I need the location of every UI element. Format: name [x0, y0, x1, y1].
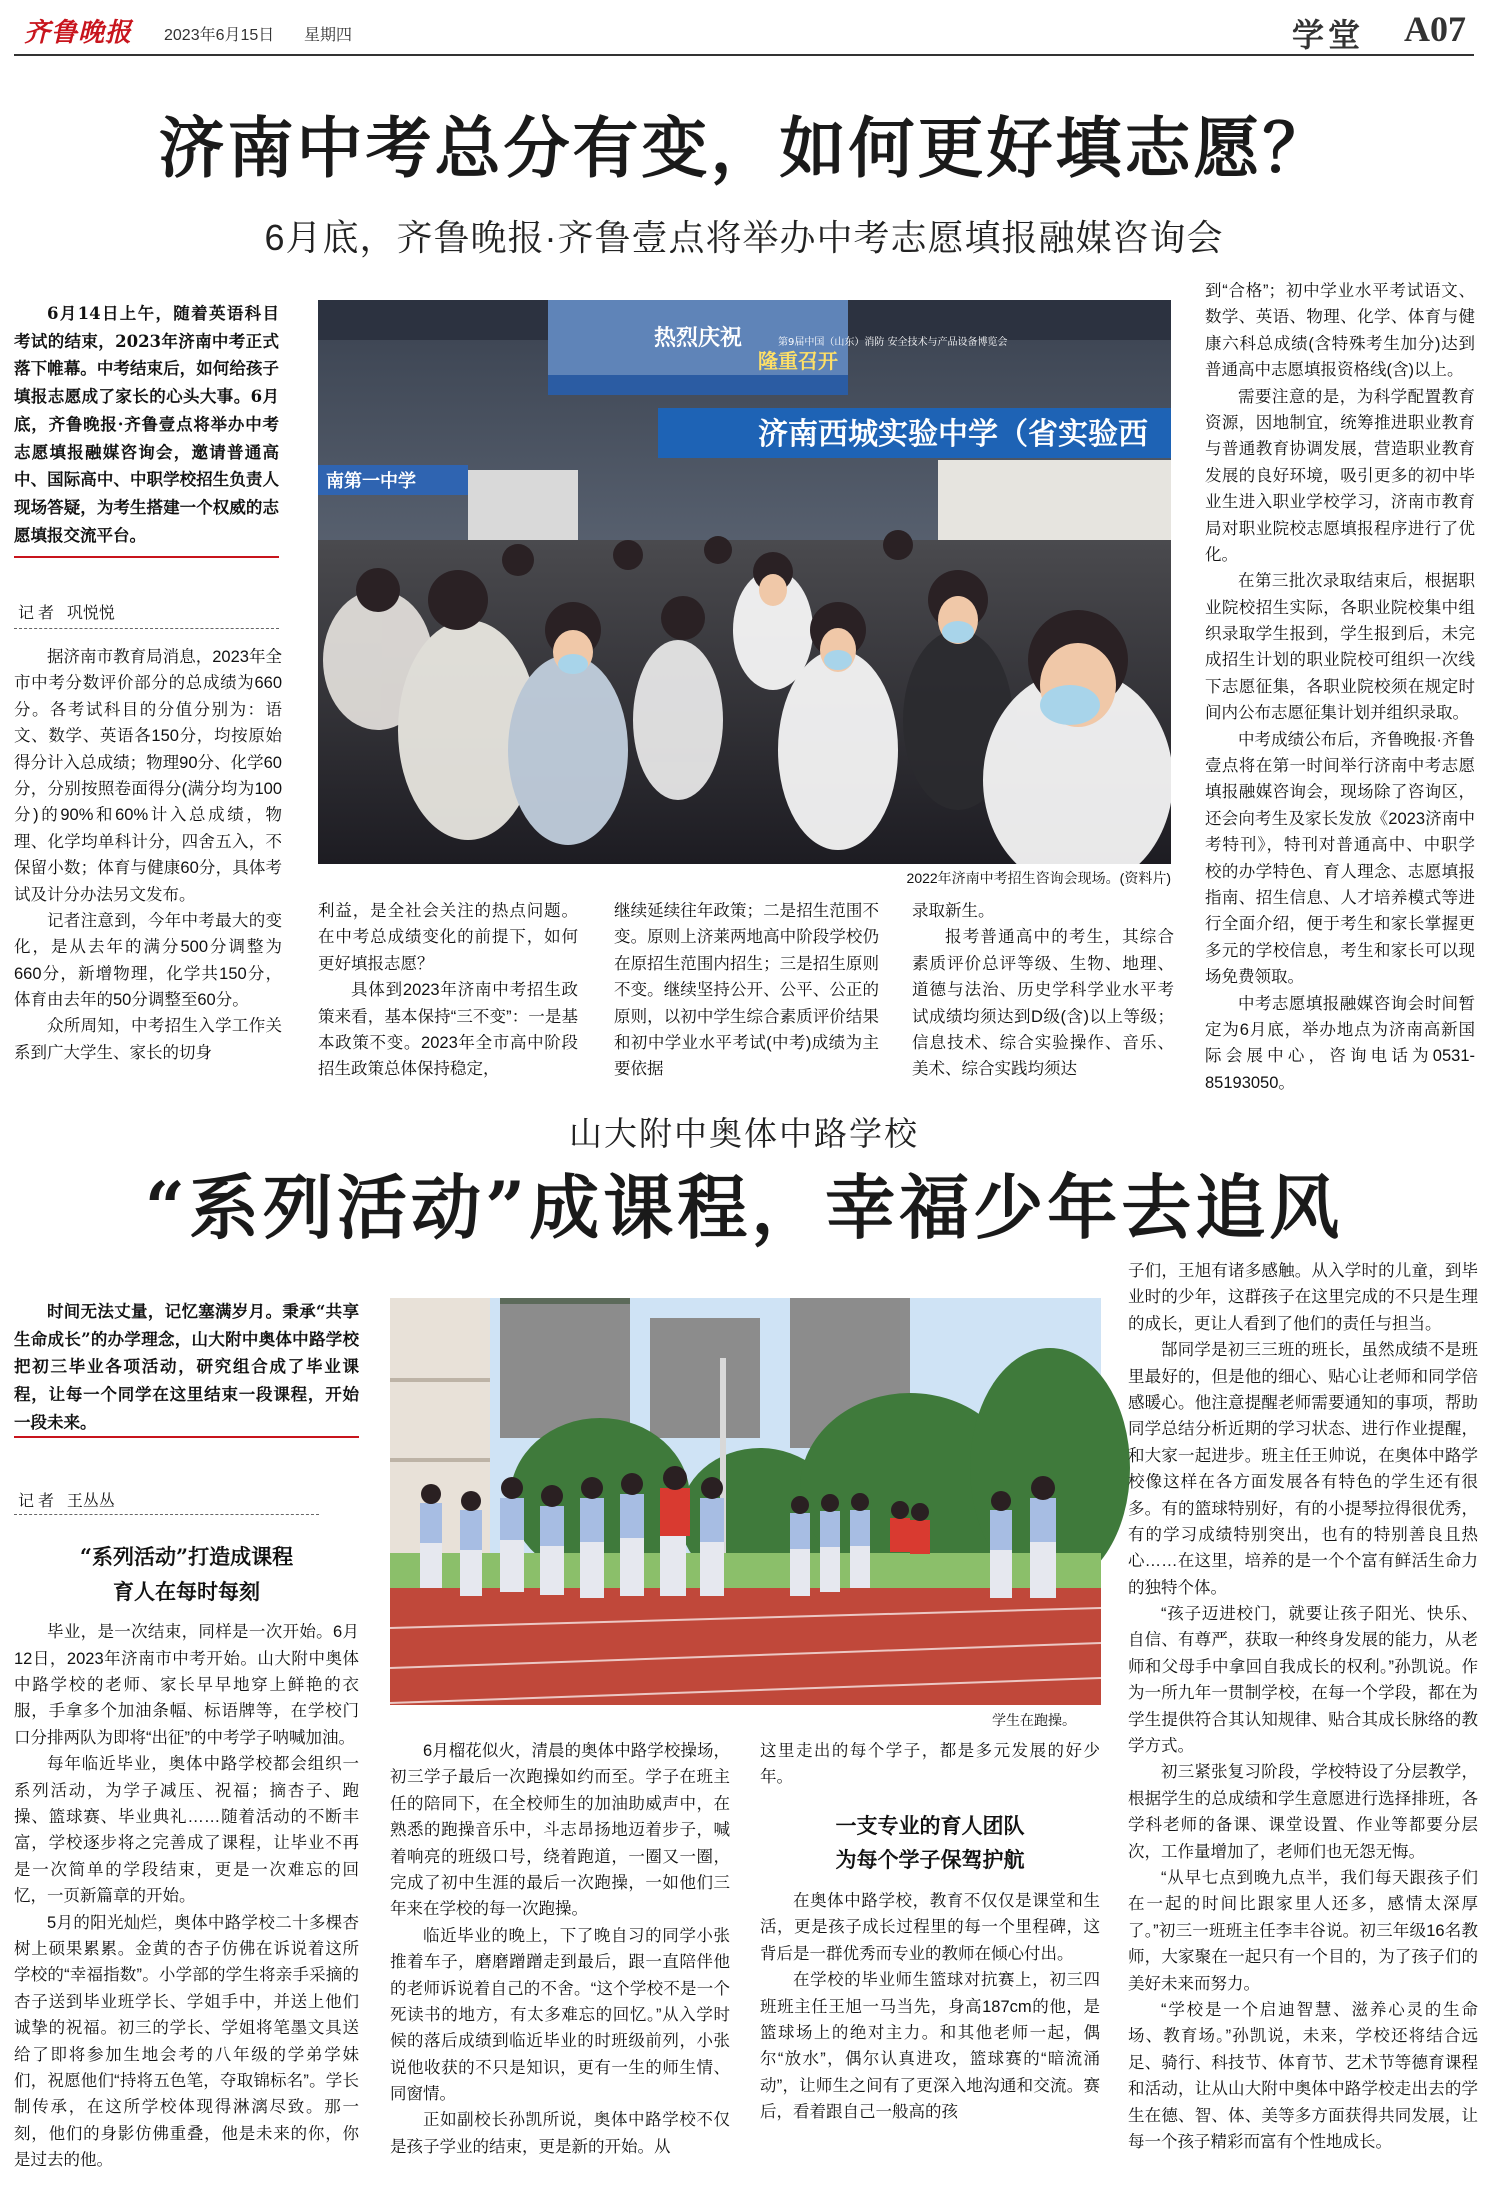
paragraph: 需要注意的是，为科学配置教育资源，因地制宜，统筹推进职业教育与普通教育协调发展，营造职业教育发展的良好环境，吸引更多的初中毕业生进入职业学校学习，济南市教育局对职业院校志愿填报程序进行了优化。: [1205, 387, 1475, 564]
paragraph: 临近毕业的晚上，下了晚自习的同学小张推着车子，磨磨蹭蹭走到最后，跟一直陪伴他的老师诉说着自己的不舍。“这个学校不是一个死读书的地方，有太多难忘的回忆。”从入学时候的落后成绩到临近毕业的时班级前列，小张说他收获的不只是知识，更有一生的师生情、同窗情。: [390, 1926, 730, 2104]
subhead-line: 一支专业的育人团队: [835, 1812, 1025, 1838]
paragraph: 报考普通高中的考生，其综合素质评价总评等级、生物、地理、道德与法治、历史学科学业水平考试成绩均须达到D级(含)以上等级；信息技术、综合实验操作、音乐、美术、综合实践均须达: [912, 928, 1174, 1079]
paragraph: 中考成绩公布后，齐鲁晚报·齐鲁壹点将在第一时间举行济南中考志愿填报融媒咨询会，现场除了咨询区，还会向考生及家长发放《2023济南中考特刊》，特刊对普通高中、中职学校的办学特色、育人理念、志愿填报指南、招生信息、人才培养模式等进行全面介绍，便于考生和家长掌握更多元的学校信息，考生和家长可以现场免费领取。: [1205, 730, 1475, 987]
booth-sign-text: 济南西城实验中学（省实验西: [758, 417, 1148, 452]
paragraph: 录取新生。: [912, 902, 995, 920]
article1-headline: 济南中考总分有变，如何更好填志愿？: [158, 109, 1332, 187]
article2-subhead-2: [760, 1809, 1100, 1878]
paragraph: 正如副校长孙凯所说，奥体中路学校不仅是孩子学业的结束，更是新的开始。从: [390, 2111, 730, 2156]
newspaper-logo: 齐鲁晚报: [24, 18, 133, 48]
subhead-line: 为每个学子保驾护航: [835, 1847, 1025, 1873]
consultation-crowd-image: [318, 300, 1171, 864]
byline-label: 记者: [18, 1493, 59, 1510]
paragraph: 初三紧张复习阶段，学校特设了分层教学，根据学生的总成绩和学生意愿进行选择排班，各学科老师的备课、课堂设置、作业等都要分层次，工作量增加了，老师们也无怨无悔。: [1128, 1763, 1478, 1861]
article1-column-5: [1205, 278, 1475, 1092]
banner-text: 热烈庆祝: [653, 326, 743, 351]
paragraph: 继续延续往年政策；二是招生范围不变。原则上济莱两地高中阶段学校仍在原招生范围内招生；三是招生原则不变。继续坚持公开、公平、公正的原则，以初中学生综合素质评价结果和初中学业水平考试(中考)成绩为主要依据: [614, 902, 879, 1079]
paragraph: 中考志愿填报融媒咨询会时间暂定为6月底，举办地点为济南高新国际会展中心，咨询电话为0531-85193050。: [1205, 994, 1475, 1092]
article1-lead: 6月14日上午，随着英语科目考试的结束，2023年济南中考正式落下帷幕。中考结束后，如何给孩子填报志愿成了家长的心头大事。6月底，齐鲁晚报·齐鲁壹点将举办中考志愿填报融媒咨询会，邀请普通高中、国际高中、中职学校招生负责人现场答疑，为考生搭建一个权威的志愿填报交流平台。: [14, 304, 279, 545]
byline-label: 记者: [18, 605, 59, 622]
article2-headline: “系列活动”成课程，幸福少年去追风: [144, 1166, 1344, 1249]
students-running-image: [390, 1298, 1101, 1705]
subhead-line: “系列活动”打造成课程: [79, 1544, 294, 1569]
paragraph: 在第三批次录取结束后，根据职业院校招生实际，各职业院校集中组织录取学生报到，学生报到后，未完成招生计划的职业院校可组织一次线下志愿征集，各职业院校须在规定时间内公布志愿征集计划并组织录取。: [1205, 572, 1475, 723]
subhead-line: 育人在每时每刻: [113, 1578, 260, 1604]
paragraph: 6月榴花似火，清晨的奥体中路学校操场，初三学子最后一次跑操如约而至。学子在班主任的陪同下，在全校师生的加油助威声中，在熟悉的跑操音乐中，斗志昂扬地迈着步子，喊着响亮的班级口号，绕着跑道，一圈又一圈，完成了初中生涯的最后一次跑操，一如他们三年来在学校的每一次跑操。: [390, 1742, 730, 1919]
paragraph: 众所周知，中考招生入学工作关系到广大学生、家长的切身: [14, 1017, 282, 1062]
paragraph: 具体到2023年济南中考招生政策来看，基本保持“三不变”：一是基本政策不变。2023年全市高中阶段招生政策总体保持稳定，: [318, 981, 578, 1079]
lead-divider: [14, 1436, 359, 1438]
booth-left-text: 南第一中学: [326, 471, 416, 492]
article1-photo: [318, 300, 1171, 864]
article1-column-2: [318, 898, 578, 1079]
paragraph: 郜同学是初三三班的班长，虽然成绩不是班里最好的，但是他的细心、贴心让老师和同学倍感暖心。他注意提醒老师需要通知的事项，帮助同学总结分析近期的学习状态、进行作业提醒，和大家一起进步。班主任王帅说，在奥体中路学校像这样在各方面发展各有特色的学生还有很多。有的篮球特别好，有的小提琴拉得很优秀，有的学习成绩特别突出，也有的特别善良且热心……在这里，培养的是一个个富有鲜活生命力的独特个体。: [1128, 1341, 1478, 1597]
paragraph: 在奥体中路学校，教育不仅仅是课堂和生活，更是孩子成长过程里的每一个里程碑，这背后是一群优秀而专业的教师在倾心付出。: [760, 1892, 1100, 1963]
article2-column-3: [760, 1738, 1100, 2178]
article2-column-2: [390, 1738, 730, 2178]
article2-column-1: [14, 1536, 359, 2176]
paragraph: “孩子迈进校门，就要让孩子阳光、快乐、自信、有尊严，获取一种终身发展的能力，从老师和父母手中拿回自我成长的权利。”孙凯说。作为一所九年一贯制学校，在每一个学段，都在为学生提供符合其认知规律、贴合其成长脉络的教学方式。: [1128, 1605, 1478, 1756]
masthead: [14, 6, 1474, 56]
byline-divider: [14, 628, 279, 629]
article2-column-4: [1128, 1258, 1478, 2180]
article1-column-4: [912, 898, 1174, 1079]
paragraph: 每年临近毕业，奥体中路学校都会组织一系列活动，为学子减压、祝福；摘杏子、跑操、篮球赛、毕业典礼……随着活动的不断丰富，学校逐步将之完善成了课程，让毕业不再是一次简单的学段结束，更是一次难忘的回忆，一页新篇章的开始。: [14, 1755, 359, 1906]
paragraph: 利益，是全社会关注的热点问题。在中考总成绩变化的前提下，如何更好填报志愿？: [318, 902, 578, 973]
byline-name: 巩悦悦: [66, 605, 115, 622]
lead-divider: [14, 556, 279, 558]
article2-photo-caption: 学生在跑操。: [992, 1712, 1076, 1728]
article2-lead-box: [14, 1298, 359, 1438]
paragraph: 在学校的毕业师生篮球对抗赛上，初三四班班主任王旭一马当先，身高187cm的他，是篮球场上的绝对主力。和其他老师一起，偶尔“放水”，偶尔认真进攻，篮球赛的“暗流涌动”，让师生之间有了更深入地沟通和交流。赛后，看着跟自己一般高的孩: [760, 1971, 1100, 2122]
banner-end-text: 隆重召开: [758, 349, 838, 373]
article1-byline: [18, 600, 115, 623]
article2-kicker: 山大附中奥体中路学校: [569, 1115, 919, 1152]
issue-weekday: 星期四: [304, 27, 353, 44]
paragraph: 记者注意到，今年中考最大的变化，是从去年的满分500分调整为660分，新增物理，化学共150分，体育由去年的50分调整至60分。: [14, 911, 282, 1010]
article2-photo: [390, 1298, 1101, 1705]
section-name: 学堂: [1291, 16, 1364, 54]
paragraph: “从早七点到晚九点半，我们每天跟孩子们在一起的时间比跟家里人还多，感情太深厚了。”初三一班班主任李丰谷说。初三年级16名教师，大家聚在一起只有一个目的，为了孩子们的美好未来而努力。: [1128, 1868, 1478, 1993]
article1-photo-caption: 2022年济南中考招生咨询会现场。(资料片): [906, 870, 1171, 886]
article1-lead-box: [14, 300, 279, 550]
issue-date: 2023年6月15日: [164, 27, 275, 44]
paragraph: 子们，王旭有诸多感触。从入学时的儿童，到毕业时的少年，这群孩子在这里完成的不只是生理的成长，更让人看到了他们的责任与担当。: [1128, 1262, 1478, 1333]
article2-byline: [18, 1488, 115, 1511]
paragraph: 5月的阳光灿烂，奥体中路学校二十多棵杏树上硕果累累。金黄的杏子仿佛在诉说着这所学校的“幸福指数”。小学部的学生将亲手采摘的杏子送到毕业班学长、学姐手中，并送上他们诚挚的祝福。初三的学长、学姐将笔墨文具送给了即将参加生地会考的八年级的学弟学妹们，祝愿他们“持将五色笔，夺取锦标名”。学长制传承，在这所学校体现得淋漓尽致。那一刻，他们的身影仿佛重叠，他是未来的你，你是过去的他。: [14, 1913, 359, 2170]
paragraph: 毕业，是一次结束，同样是一次开始。6月12日，2023年济南市中考开始。山大附中奥体中路学校的老师、家长早早地穿上鲜艳的衣服，手拿多个加油条幅、标语牌等，在学校门口分排两队为即将“出征”的中考学子呐喊加油。: [14, 1623, 359, 1747]
paragraph: 据济南市教育局消息，2023年全市中考分数评价部分的总成绩为660分。各考试科目的分值分别为：语文、数学、英语各150分，均按原始得分计入总成绩；物理90分、化学60分，分别按照卷面得分(满分均为100分)的90%和60%计入总成绩，物理、化学均单科计分，四舍五入，不保留小数；体育与健康60分，具体考试及计分办法另文发布。: [14, 648, 282, 904]
byline-name: 王丛丛: [66, 1493, 115, 1510]
paragraph: 到“合格”；初中学业水平考试语文、数学、英语、物理、化学、体育与健康六科总成绩(含特殊考生加分)达到普通高中志愿填报资格线(含)以上。: [1205, 282, 1475, 380]
paragraph: 这里走出的每个学子，都是多元发展的好少年。: [760, 1742, 1100, 1787]
byline-divider: [14, 1514, 319, 1515]
banner-event-text: 第9届中国（山东）消防 安全技术与产品设备博览会: [778, 337, 1008, 348]
article1-subheadline: 6月底，齐鲁晚报·齐鲁壹点将举办中考志愿填报融媒咨询会: [264, 217, 1224, 258]
article1-column-1: [14, 644, 282, 1064]
page-number: A07: [1404, 9, 1466, 49]
article1-column-3: [614, 898, 879, 1079]
article2-subhead-1: [14, 1540, 359, 1609]
article2-lead: 时间无法丈量，记忆塞满岁月。秉承“共享生命成长”的办学理念，山大附中奥体中路学校把初三毕业各项活动，研究组合成了毕业课程，让每一个同学在这里结束一段课程，开始一段未来。: [14, 1302, 359, 1432]
paragraph: “学校是一个启迪智慧、滋养心灵的生命场、教育场。”孙凯说，未来，学校还将结合远足、骑行、科技节、体育节、艺术节等德育课程和活动，让从山大附中奥体中路学校走出去的学生在德、智、体、美等多方面获得共同发展，让每一个孩子精彩而富有个性地成长。: [1128, 2000, 1478, 2151]
